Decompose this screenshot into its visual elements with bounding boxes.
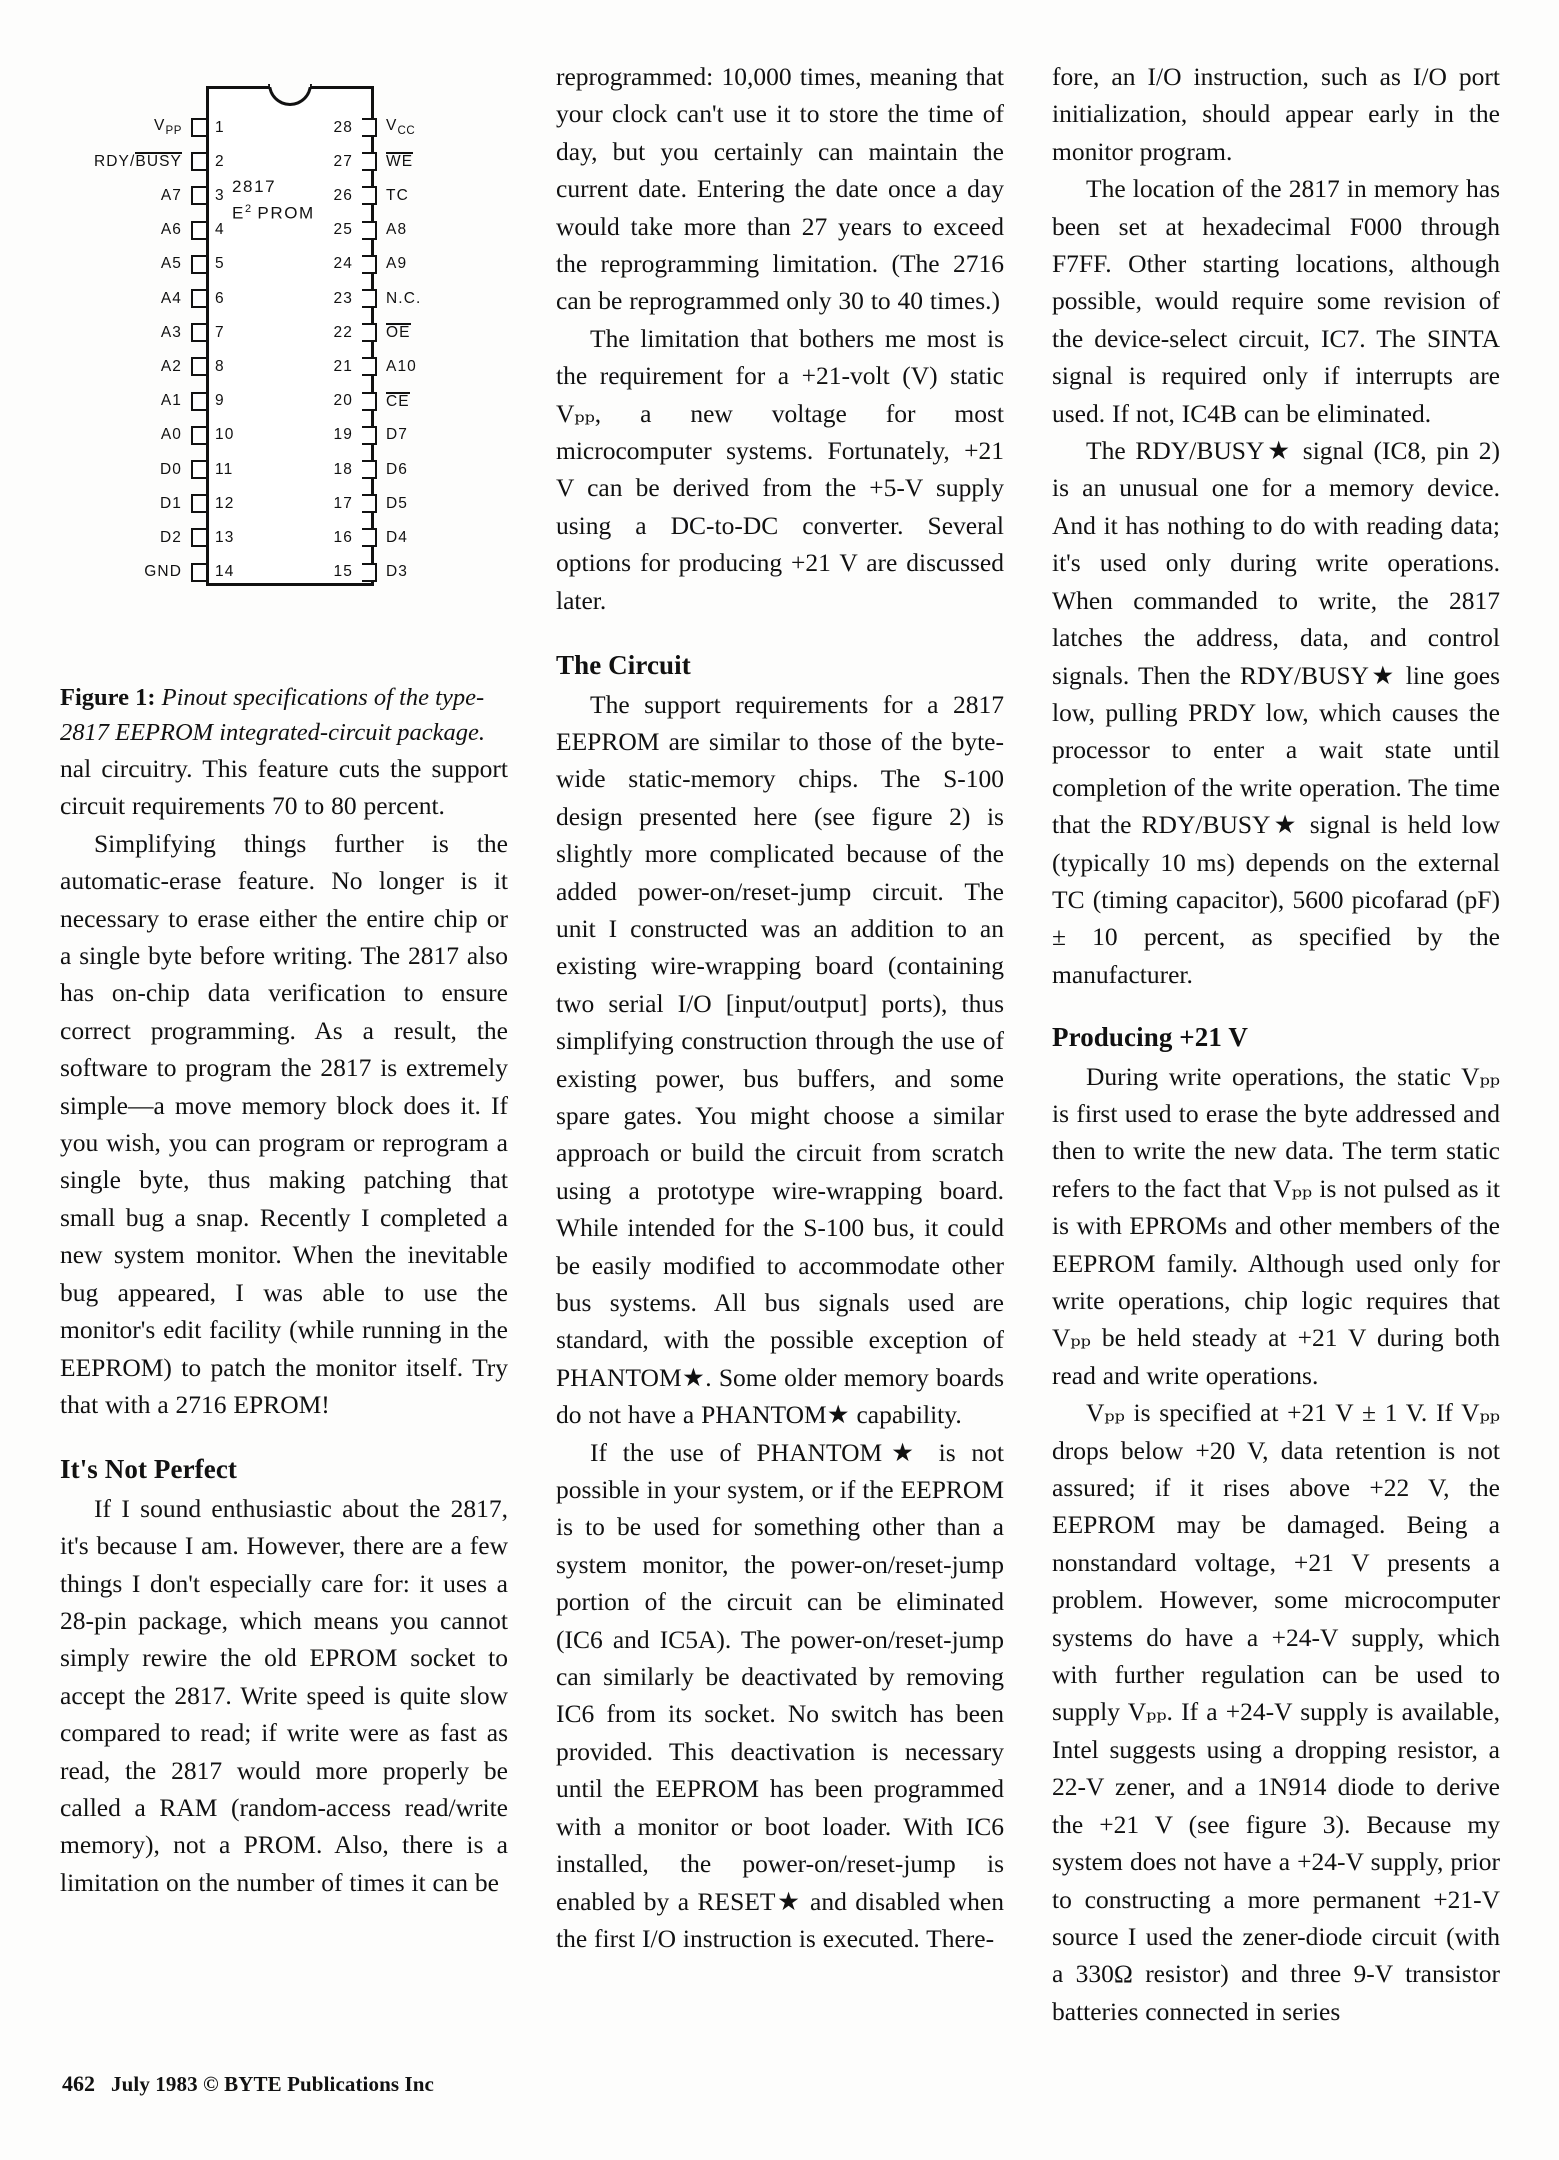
pin-label: [160, 529, 182, 547]
pin-pad-icon: [362, 289, 377, 308]
page-number: 462: [62, 2071, 95, 2096]
pin-label-text: A4: [160, 289, 182, 307]
pin-pad-icon: [191, 392, 206, 411]
pin-right-23: [333, 289, 422, 308]
pin-pad-icon: [191, 152, 206, 171]
pin-pad-icon: [191, 118, 206, 137]
pin-label-text: D5: [386, 494, 409, 512]
paragraph: Vₚₚ is specified at +21 V ± 1 V. If Vₚₚ drops below +20 V, data retention is not assured; if it rises above +22 V, the EEPROM may be damaged. Being a nonstandard voltage, +21 V presents a problem. However, some microcomputer systems do have a +24-V supply, which with further regulation can be used to supply Vₚₚ. If a +24-V supply is available, Intel suggests using a dropping resistor, a 22-V zener, and a 1N914 diode to derive the +21 V (see figure 3). Because my system does not have a +24-V supply, prior to constructing a more permanent +21-V source I used the zener-diode circuit (with a 330Ω resistor) and three 9-V transistor batteries connected in series: [1052, 1398, 1500, 2026]
pin-pad-icon: [191, 186, 206, 205]
pin-number: 8: [215, 357, 225, 375]
pin-number: 24: [333, 255, 353, 273]
pin-label-text: A10: [386, 357, 417, 375]
pin-label-overline: CE: [386, 392, 410, 410]
pin-label: [161, 187, 182, 205]
pin-number: 6: [215, 289, 225, 307]
pin-label-text: D4: [386, 528, 409, 546]
paragraph: The RDY/BUSY★ signal (IC8, pin 2) is an unusual one for a memory device. And it has nothing to do with reading data; it's used only during write operations. When commanded to write, the 2817 latches the address, data, and control signals. Then the RDY/BUSY★ line goes low, pulling PRDY low, which causes the processor to enter a wait state until completion of the write operation. The time that the RDY/BUSY★ signal is held low (typically 10 ms) depends on the external TC (timing capacitor), 5600 picofarad (pF) ± 10 percent, as specified by the manufacturer.: [1052, 436, 1501, 989]
pin-number: 4: [215, 221, 225, 239]
pin-right-22: [333, 323, 411, 342]
pin-left-14: [144, 563, 235, 582]
pin-label-text: A8: [386, 221, 408, 239]
pin-label: [386, 290, 421, 308]
pin-pad-icon: [191, 563, 206, 582]
paragraph: The support requirements for a 2817 EEPROM are similar to those of the byte-wide static-memory chips. The S-100 design presented here (see figure 2) is slightly more complicated because of the added power-on/reset-jump circuit. The unit I constructed was an addition to an existing wire-wrapping board (containing two serial I/O [input/output] ports), thus simplifying construction through the use of existing power, bus buffers, and some spare gates. You might choose a similar approach or build the circuit from scratch using a prototype wire-wrapping board. While intended for the S-100 bus, it could be easily modified to accommodate other bus systems. All bus signals used are standard, with the possible exception of PHANTOM★. Some older memory boards do not have a PHANTOM★ capability.: [556, 689, 1004, 1430]
pin-label: [161, 426, 182, 444]
pin-right-21: [333, 357, 417, 376]
pin-left-9: [160, 392, 225, 411]
pin-number: 3: [215, 186, 225, 204]
pin-label: [161, 324, 182, 342]
pin-pad-icon: [362, 528, 377, 547]
pin-left-1: [154, 117, 225, 138]
pin-pad-icon: [191, 255, 206, 274]
pin-label: [386, 152, 413, 171]
pin-label: [160, 495, 182, 513]
paragraph: The limitation that bothers me most is the requirement for a +21-volt (V) static Vₚₚ, a new voltage for most microcomputer systems. Fortunately, +21 V can be derived from the +5-V supply using a DC-to-DC converter. Several options for producing +21 V are discussed later.: [556, 323, 1004, 615]
paragraph: If I sound enthusiastic about the 2817, it's because I am. However, there are a few things I don't especially care for: it uses a 28-pin package, which means you cannot simply rewire the old EPROM socket to accept the 2817. Write speed is quite slow compared to read; if write were as fast as read, the 2817 would more properly be called a RAM (random-access read/write memory), not a PROM. Also, there is a limitation on the number of times it can be: [60, 1493, 508, 1897]
pin-label-text: D7: [386, 426, 409, 444]
pin-pad-icon: [362, 186, 377, 205]
pin-left-2: [93, 152, 225, 171]
pin-label: [161, 255, 182, 273]
section-heading-its-not-perfect: It's Not Perfect: [60, 1454, 238, 1485]
pin-label: [386, 426, 408, 444]
pin-right-24: [333, 255, 408, 274]
pin-right-18: [333, 460, 409, 479]
pin-label-text: A1: [160, 392, 182, 410]
pin-label-text: TC: [386, 186, 409, 204]
pin-right-26: [333, 186, 409, 205]
pin-label-text: N.C.: [386, 289, 422, 307]
pin-pad-icon: [362, 221, 377, 240]
paragraph: reprogrammed: 10,000 times, meaning that your clock can't use it to store the time of day, but you certainly can maintain the current date. Entering the date once a day would take more than 27 years to exceed the reprogramming limitation. (The 2716 can be reprogrammed only 30 to 40 times.): [556, 62, 1004, 316]
pin-label: [386, 187, 409, 205]
column-1: [60, 58, 508, 2018]
pin-label-text: A3: [160, 323, 182, 341]
pin-pad-icon: [191, 221, 206, 240]
page-footer: [62, 2071, 434, 2097]
pin-number: 23: [333, 289, 353, 307]
pin-right-20: [333, 392, 410, 411]
pin-number: 12: [215, 494, 235, 512]
section-heading-producing-21v: Producing +21 V: [1052, 1022, 1248, 1053]
pin-number: 22: [333, 323, 353, 341]
pin-label: [161, 392, 182, 410]
pin-number: 21: [333, 357, 353, 375]
pin-pad-icon: [191, 494, 206, 513]
pin-label-text: A5: [160, 255, 182, 273]
pin-pad-icon: [362, 152, 377, 171]
pin-right-25: [333, 221, 408, 240]
pin-label-text: A9: [386, 255, 408, 273]
pin-number: 28: [333, 118, 353, 136]
pin-left-10: [160, 426, 235, 445]
pin-label: [386, 392, 410, 411]
pin-pad-icon: [191, 323, 206, 342]
paragraph: If the use of PHANTOM★ is not possible in your system, or if the EEPROM is to be used for something other than a system monitor, the power-on/reset-jump portion of the circuit can be eliminated (IC6 and IC5A). The power-on/reset-jump can similarly be deactivated by removing IC6 from its socket. No switch has been provided. This deactivation is necessary until the EEPROM has been programmed with a monitor or boot loader. With IC6 installed, the power-on/reset-jump is enabled by a RESET★ and disabled when the first I/O instruction is executed. There-: [556, 1437, 1004, 1953]
pin-label: [386, 221, 407, 239]
pin-label-text: A7: [160, 186, 182, 204]
section-heading-the-circuit: The Circuit: [556, 650, 691, 681]
pin-label-text: V: [154, 117, 166, 135]
pin-number: 13: [215, 528, 235, 546]
figure-caption-label: Figure 1:: [60, 684, 156, 711]
pin-number: 10: [215, 426, 235, 444]
pin-label-text: A0: [160, 426, 182, 444]
pin-left-7: [160, 323, 225, 342]
pin-pad-icon: [362, 426, 377, 445]
pin-pad-icon: [362, 255, 377, 274]
figure-1-caption: [60, 680, 508, 750]
pin-pad-icon: [191, 528, 206, 547]
figure-caption-text: Pinout specifications of the type-2817 EEPROM integrated-circuit package.: [60, 684, 485, 746]
pin-right-17: [333, 494, 409, 513]
dip-package-drawing: [60, 72, 508, 642]
publication-imprint: July 1983 © BYTE Publications Inc: [111, 2072, 434, 2096]
pin-label-text: A2: [160, 357, 182, 375]
pin-left-13: [159, 528, 235, 547]
pin-label: [386, 323, 411, 342]
pin-left-3: [160, 186, 225, 205]
pin-label: [386, 358, 417, 376]
pin-label-text: D0: [159, 460, 182, 478]
pin-label: [386, 461, 408, 479]
pin-number: 9: [215, 392, 225, 410]
pin-number: 26: [333, 186, 353, 204]
pin-number: 20: [333, 392, 353, 410]
three-column-layout: [60, 58, 1501, 2026]
pin-label-overline: BUSY: [135, 153, 182, 171]
pin-label: [160, 461, 182, 479]
pin-pad-icon: [362, 563, 377, 582]
pin-left-12: [159, 494, 235, 513]
pin-label: [144, 563, 182, 581]
pin-pad-icon: [362, 494, 377, 513]
pin-number: 19: [333, 426, 353, 444]
pin-label: [154, 117, 182, 137]
column-2: [556, 58, 1004, 2018]
pin-pad-icon: [362, 118, 377, 137]
paragraph: nal circuitry. This feature cuts the support circuit requirements 70 to 80 percent.: [60, 754, 508, 821]
chip-family-prom: PROM: [257, 203, 315, 223]
column-3: [1052, 58, 1501, 2026]
pin-label: [386, 563, 408, 581]
pin-right-15: [333, 563, 409, 582]
pin-right-16: [333, 528, 409, 547]
pin-pad-icon: [191, 460, 206, 479]
pin-number: 15: [333, 563, 353, 581]
pin-label: [386, 117, 415, 137]
pin-left-8: [160, 357, 225, 376]
pin-pad-icon: [191, 426, 206, 445]
chip-family-superscript: 2: [244, 203, 252, 215]
pin-pad-icon: [362, 357, 377, 376]
pin-left-11: [159, 460, 234, 479]
pin-label: [94, 152, 182, 171]
pin-right-28: [333, 117, 416, 138]
paragraph: During write operations, the static Vₚₚ is first used to erase the byte addressed and then to write the new data. The term static refers to the fact that Vₚₚ is not pulsed as it is with EPROMs and other members of the EEPROM family. Although used only for write operations, chip logic requires that Vₚₚ be held steady at +21 V during both read and write operations.: [1052, 1061, 1500, 1390]
pin-label: [161, 221, 182, 239]
pin-label-subscript: PP: [165, 125, 182, 138]
paragraph: The location of the 2817 in memory has been set at hexadecimal F000 through F7FF. Other starting locations, although possible, would require some revision of the device-select circuit, IC7. The SINTA signal is required only if interrupts are used. If not, IC4B can be eliminated.: [1052, 174, 1500, 428]
pin-number: 1: [215, 118, 225, 136]
pin-label-text: RDY/: [93, 153, 136, 171]
notch-mask: [270, 82, 310, 87]
chip-part-number: 2817: [232, 177, 277, 196]
pin-number: 16: [333, 528, 353, 546]
pin-number: 5: [215, 255, 225, 273]
pin-pad-icon: [191, 357, 206, 376]
pin-right-19: [333, 426, 409, 445]
pin-label-text: D1: [159, 494, 182, 512]
pin-number: 11: [215, 460, 234, 478]
pin-label: [386, 495, 408, 513]
pin-label-text: D3: [386, 563, 409, 581]
pin-number: 27: [333, 152, 353, 170]
pin-number: 25: [333, 221, 353, 239]
pin-right-27: [333, 152, 414, 171]
pin-label-text: A6: [160, 221, 182, 239]
pin-pad-icon: [362, 392, 377, 411]
pin-number: 2: [215, 152, 225, 170]
pin-label-text: GND: [144, 563, 182, 581]
pin-label-text: V: [386, 117, 398, 135]
pin-pad-icon: [362, 323, 377, 342]
pin-label: [161, 290, 182, 308]
pin-label-text: D2: [159, 528, 182, 546]
pin-left-4: [160, 221, 225, 240]
pin-label: [386, 529, 408, 547]
pin-left-6: [160, 289, 225, 308]
pin-label: [161, 358, 182, 376]
paragraph: Simplifying things further is the automatic-erase feature. No longer is it necessary to erase either the entire chip or a single byte before writing. The 2817 also has on-chip data verification to ensure correct programming. As a result, the software to program the 2817 is extremely simple—a move memory block does it. If you wish, you can program or reprogram a single byte, thus making patching that small bug a snap. Recently I completed a new system monitor. When the inevitable bug appeared, I was able to use the monitor's edit facility (while running in the EEPROM) to patch the monitor itself. Try that with a 2716 EPROM!: [60, 828, 508, 1419]
pin-number: 14: [215, 563, 235, 581]
pin-label-text: D6: [386, 460, 409, 478]
pin-label-subscript: CC: [397, 125, 416, 138]
pin-label-overline: WE: [386, 153, 414, 171]
pin-label-overline: OE: [386, 324, 411, 342]
pin-number: 17: [333, 494, 353, 512]
pin-number: 18: [333, 460, 353, 478]
pin-left-5: [160, 255, 225, 274]
pin-label: [386, 255, 407, 273]
figure-1-pinout-diagram: [60, 58, 508, 658]
pin-number: 7: [215, 323, 225, 341]
chip-family-e: E: [232, 203, 245, 223]
pin-pad-icon: [362, 460, 377, 479]
paragraph: fore, an I/O instruction, such as I/O port initialization, should appear early in the monitor program.: [1052, 62, 1500, 166]
pin-pad-icon: [191, 289, 206, 308]
